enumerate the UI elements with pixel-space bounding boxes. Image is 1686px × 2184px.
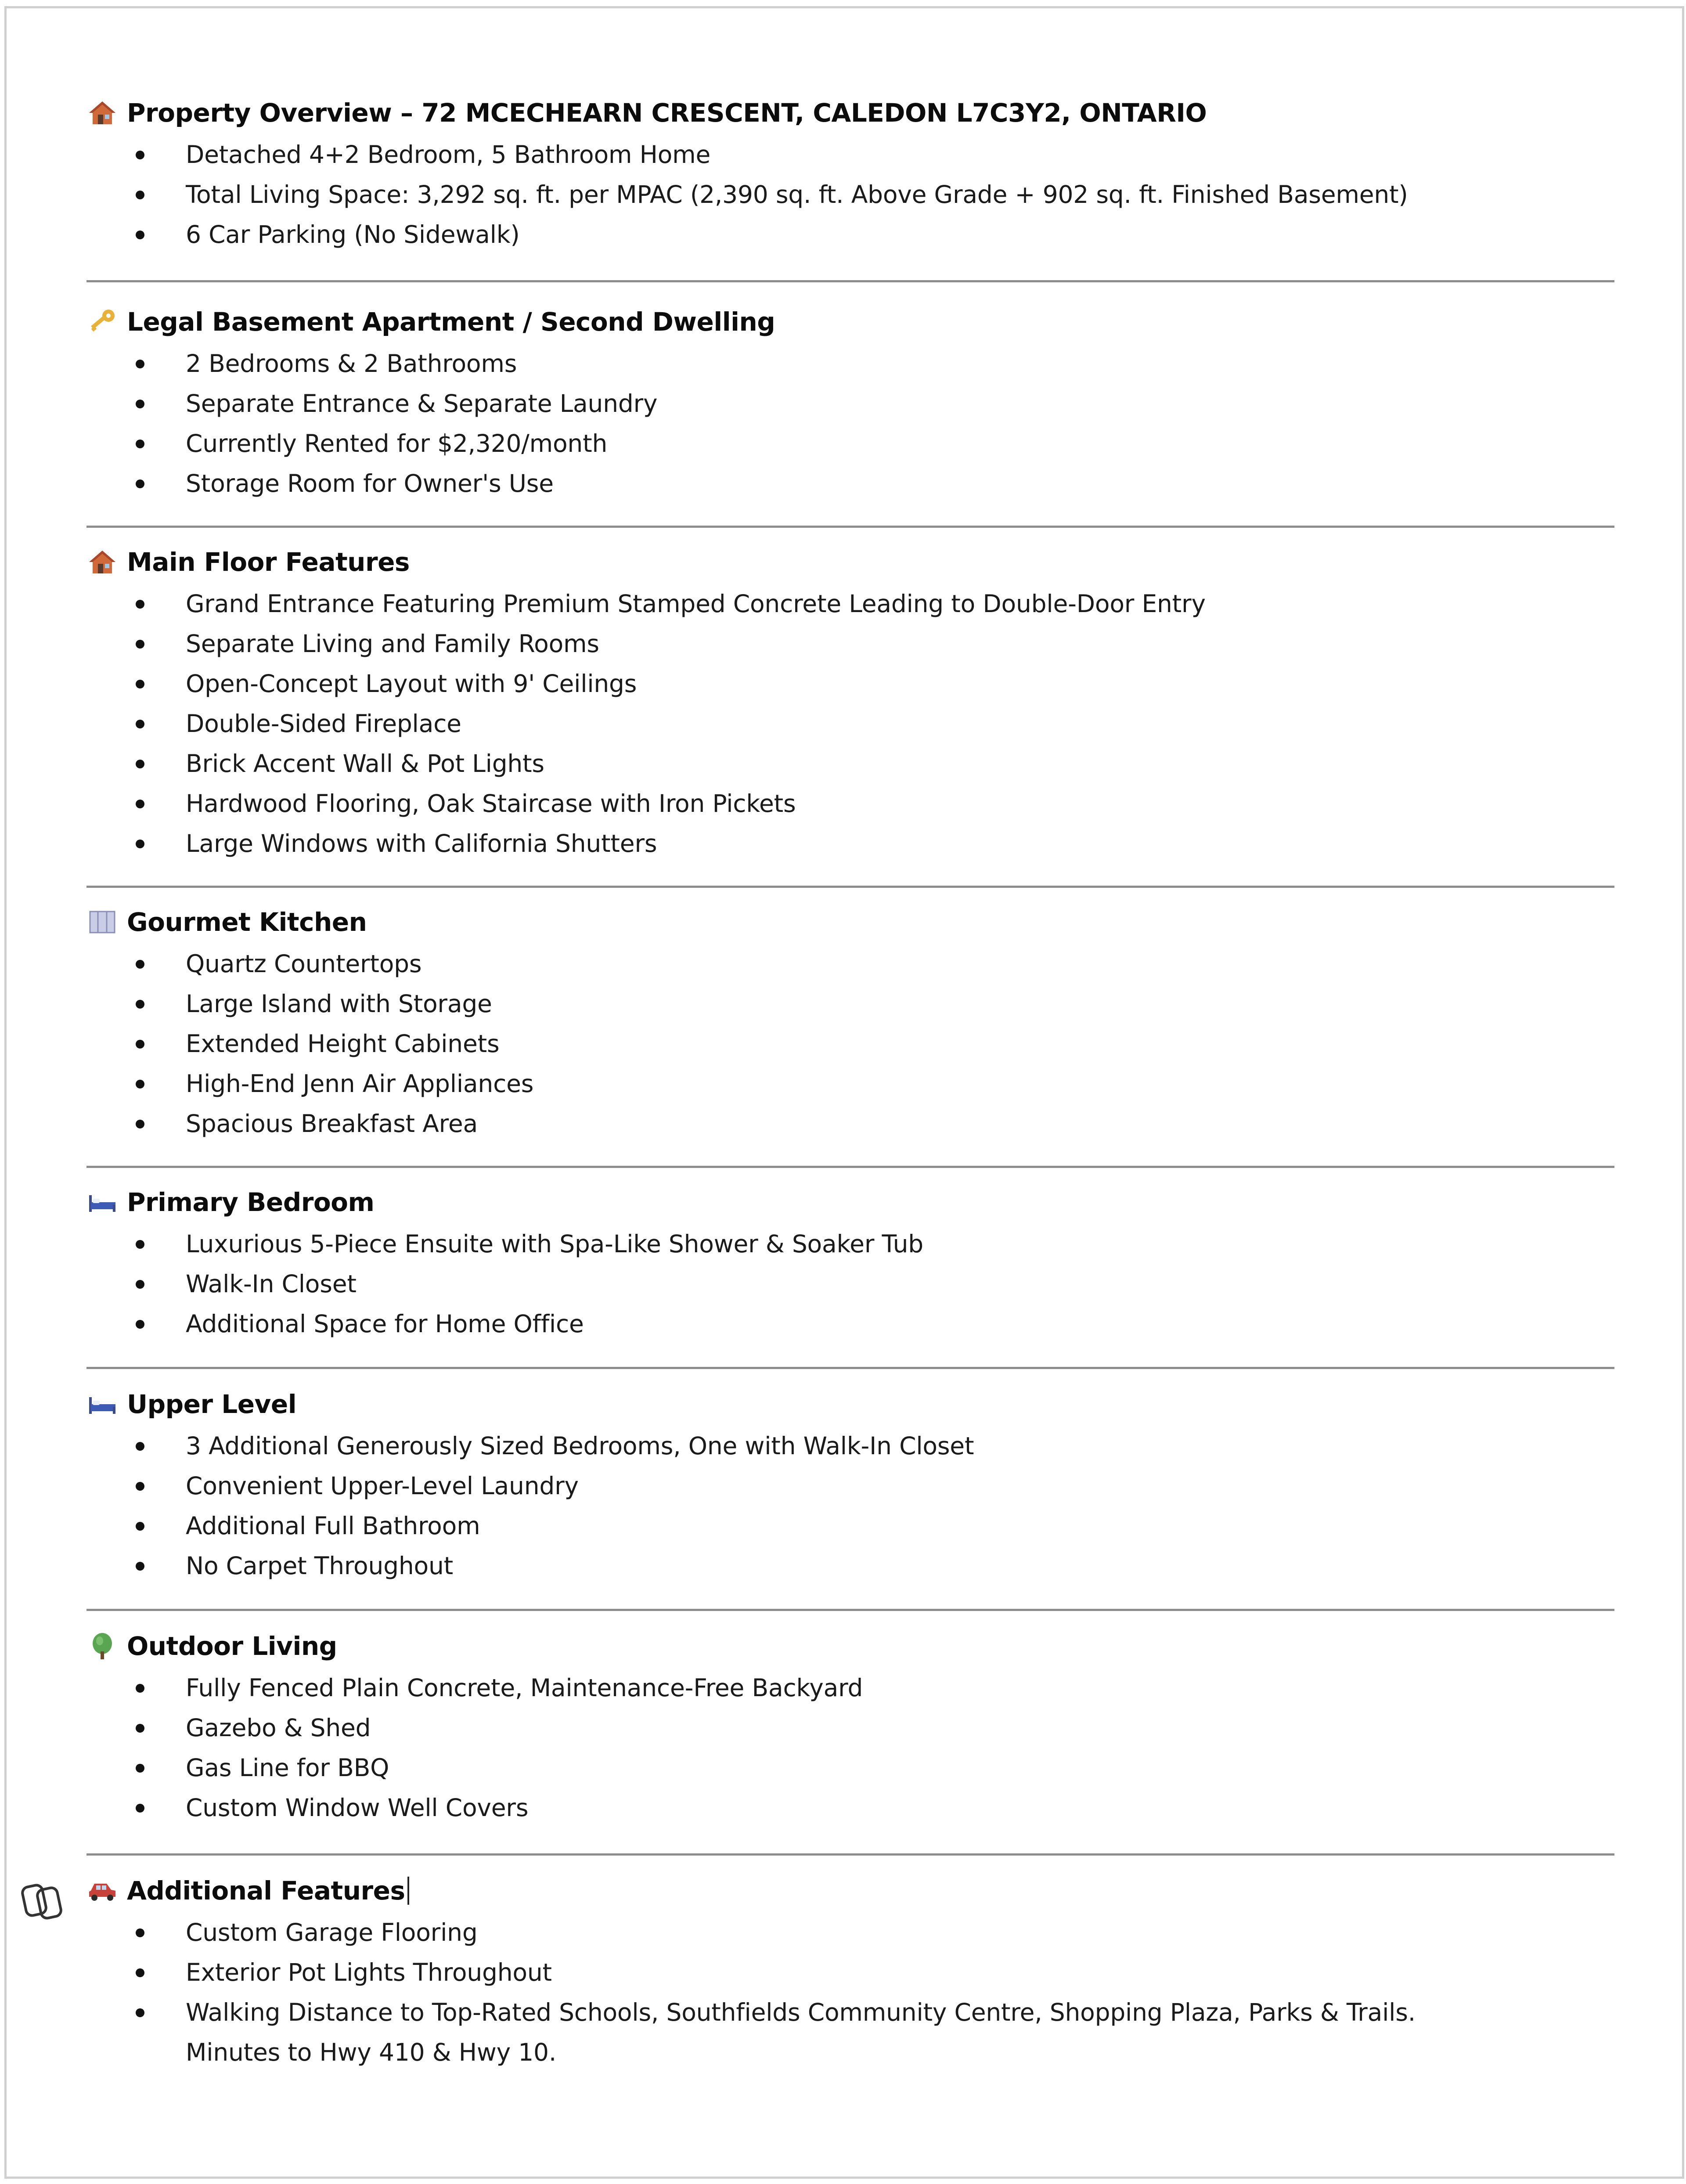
list-item	[86, 664, 1614, 704]
list-item-text: Luxurious 5-Piece Ensuite with Spa-Like Shower & Soaker Tub	[186, 1230, 923, 1258]
list-item-text: Gazebo & Shed	[186, 1714, 371, 1742]
section-additional-features	[86, 1856, 1614, 2072]
house-icon	[86, 97, 118, 129]
section-list	[86, 1913, 1614, 2072]
bullet	[136, 840, 144, 848]
bullet	[136, 231, 144, 239]
list-item	[86, 984, 1614, 1024]
list-item-text-continued: Minutes to Hwy 410 & Hwy 10.	[186, 2038, 557, 2066]
bullet	[136, 720, 144, 728]
list-item	[86, 175, 1614, 215]
bullet	[136, 1240, 144, 1249]
bullet	[136, 1724, 144, 1733]
bullet	[136, 680, 144, 688]
section-heading	[86, 300, 1614, 344]
list-item	[86, 464, 1614, 504]
list-item	[86, 1506, 1614, 1546]
bullet	[136, 479, 144, 488]
list-item-text: Large Windows with California Shutters	[186, 829, 657, 858]
list-item-text: 3 Additional Generously Sized Bedrooms, One with Walk-In Closet	[186, 1432, 974, 1460]
bullet	[136, 1684, 144, 1693]
section-gourmet-kitchen	[86, 888, 1614, 1144]
bullet	[136, 360, 144, 368]
text-cursor	[407, 1877, 409, 1905]
list-item	[86, 1546, 1614, 1586]
list-item-text: Double-Sided Fireplace	[186, 710, 461, 738]
list-item-text: Separate Entrance & Separate Laundry	[186, 389, 658, 418]
list-item	[86, 1024, 1614, 1064]
list-item	[86, 1064, 1614, 1104]
list-item	[86, 1264, 1614, 1304]
list-item-text: Additional Full Bathroom	[186, 1512, 480, 1540]
list-item	[86, 215, 1614, 255]
bed-icon	[86, 1186, 118, 1218]
bullet	[136, 1280, 144, 1289]
list-item	[86, 744, 1614, 784]
list-item	[86, 135, 1614, 175]
list-item	[86, 824, 1614, 864]
bullet	[136, 400, 144, 408]
bullet	[136, 960, 144, 969]
document-content	[86, 82, 1614, 2072]
list-item	[86, 1788, 1614, 1828]
section-list	[86, 944, 1614, 1144]
list-item	[86, 1104, 1614, 1144]
section-heading	[86, 1624, 1614, 1668]
bullet	[136, 1804, 144, 1813]
bullet	[136, 600, 144, 609]
bullet	[136, 1482, 144, 1491]
bullet	[136, 800, 144, 808]
list-item	[86, 424, 1614, 464]
list-item	[86, 1466, 1614, 1506]
section-list	[86, 135, 1614, 255]
bullet	[136, 760, 144, 768]
bed-icon	[86, 1388, 118, 1420]
list-item-text: Detached 4+2 Bedroom, 5 Bathroom Home	[186, 141, 711, 169]
section-heading	[86, 540, 1614, 584]
bullet	[136, 1040, 144, 1049]
section-title: Additional Features	[127, 1876, 405, 1906]
list-item	[86, 1224, 1614, 1264]
section-list	[86, 344, 1614, 504]
list-item	[86, 1913, 1614, 1953]
list-item	[86, 704, 1614, 744]
list-item-text: Hardwood Flooring, Oak Staircase with Iron Pickets	[186, 789, 796, 818]
list-item-text: Separate Living and Family Rooms	[186, 630, 599, 658]
list-item-text: Custom Window Well Covers	[186, 1794, 529, 1822]
list-item	[86, 384, 1614, 424]
copilot-icon[interactable]	[18, 1880, 66, 1924]
section-list	[86, 584, 1614, 864]
section-title: Primary Bedroom	[127, 1187, 375, 1217]
bullet	[136, 640, 144, 649]
section-heading	[86, 1869, 1614, 1913]
list-item-text: Convenient Upper-Level Laundry	[186, 1472, 579, 1500]
list-item	[86, 584, 1614, 624]
list-item	[86, 944, 1614, 984]
key-icon	[86, 306, 118, 338]
list-item-text: Exterior Pot Lights Throughout	[186, 1958, 552, 1986]
section-outdoor-living	[86, 1611, 1614, 1828]
section-heading	[86, 1382, 1614, 1426]
section-title: Main Floor Features	[127, 547, 410, 577]
bullet	[136, 1968, 144, 1977]
list-item-text: Open-Concept Layout with 9' Ceilings	[186, 670, 637, 698]
bullet	[136, 1120, 144, 1128]
car-icon	[86, 1875, 118, 1906]
bullet	[136, 1522, 144, 1531]
document-page	[4, 6, 1684, 2179]
list-item-text: Grand Entrance Featuring Premium Stamped Concrete Leading to Double-Door Entry	[186, 590, 1206, 618]
section-main-floor	[86, 528, 1614, 864]
section-title: Legal Basement Apartment / Second Dwelling	[127, 307, 775, 337]
list-item-text: 6 Car Parking (No Sidewalk)	[186, 220, 520, 249]
list-item-text: Quartz Countertops	[186, 950, 422, 978]
bullet	[136, 151, 144, 159]
list-item-text: Currently Rented for $2,320/month	[186, 429, 608, 458]
list-item	[86, 1668, 1614, 1708]
list-item-text: No Carpet Throughout	[186, 1552, 454, 1580]
list-item-text: Extended Height Cabinets	[186, 1030, 500, 1058]
section-heading	[86, 91, 1614, 135]
section-title: Property Overview – 72 MCECHEARN CRESCENT, CALEDON L7C3Y2, ONTARIO	[127, 98, 1207, 128]
list-item-text: Fully Fenced Plain Concrete, Maintenance-Free Backyard	[186, 1674, 863, 1702]
list-item-text: Spacious Breakfast Area	[186, 1110, 478, 1138]
list-item-text: 2 Bedrooms & 2 Bathrooms	[186, 350, 517, 378]
house-icon	[86, 546, 118, 578]
list-item	[86, 1953, 1614, 1993]
bullet	[136, 1320, 144, 1329]
section-upper-level	[86, 1369, 1614, 1586]
section-heading	[86, 1180, 1614, 1224]
list-item	[86, 1708, 1614, 1748]
list-item-text: Brick Accent Wall & Pot Lights	[186, 750, 544, 778]
section-list	[86, 1224, 1614, 1344]
list-item	[86, 1426, 1614, 1466]
bullet	[136, 1928, 144, 1937]
kitchen-icon	[86, 906, 118, 938]
section-title: Gourmet Kitchen	[127, 907, 367, 937]
list-item-text: Custom Garage Flooring	[186, 1918, 478, 1946]
list-item-text: Walk-In Closet	[186, 1270, 357, 1298]
section-title: Upper Level	[127, 1389, 297, 1419]
list-item-text: Gas Line for BBQ	[186, 1754, 389, 1782]
list-item	[86, 344, 1614, 384]
section-property-overview	[86, 82, 1614, 255]
list-item	[86, 784, 1614, 824]
list-item-text: Storage Room for Owner's Use	[186, 469, 554, 497]
list-item-text: Additional Space for Home Office	[186, 1310, 584, 1338]
bullet	[136, 2008, 144, 2017]
list-item	[86, 1304, 1614, 1344]
section-legal-basement	[86, 282, 1614, 504]
section-list	[86, 1668, 1614, 1828]
bullet	[136, 1764, 144, 1773]
section-title: Outdoor Living	[127, 1631, 337, 1661]
bullet	[136, 191, 144, 199]
list-item	[86, 624, 1614, 664]
list-item-text: Walking Distance to Top-Rated Schools, Southfields Community Centre, Shopping Plaza, Parks & Trails.	[186, 1998, 1416, 2026]
tree-icon	[86, 1630, 118, 1662]
list-item	[86, 1993, 1614, 2072]
bullet	[136, 1442, 144, 1451]
bullet	[136, 440, 144, 448]
section-primary-bedroom	[86, 1168, 1614, 1344]
list-item-text: High-End Jenn Air Appliances	[186, 1070, 534, 1098]
list-item-text: Large Island with Storage	[186, 990, 492, 1018]
bullet	[136, 1562, 144, 1571]
bullet	[136, 1000, 144, 1009]
list-item	[86, 1748, 1614, 1788]
section-heading	[86, 900, 1614, 944]
section-list	[86, 1426, 1614, 1586]
list-item-text: Total Living Space: 3,292 sq. ft. per MPAC (2,390 sq. ft. Above Grade + 902 sq. ft. Finished Basement)	[186, 180, 1408, 209]
bullet	[136, 1080, 144, 1088]
